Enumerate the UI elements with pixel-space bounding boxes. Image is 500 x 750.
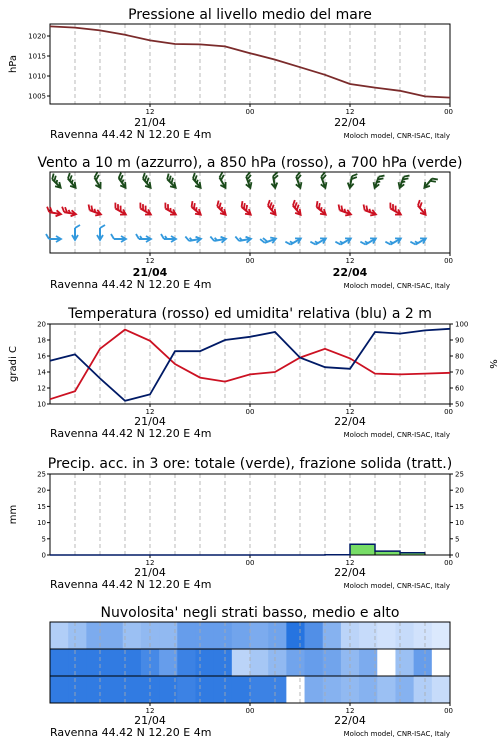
- temp-date-2: 22/04: [334, 415, 366, 428]
- cloud-cell: [377, 649, 396, 677]
- temp-ytick-label: 10: [37, 400, 46, 409]
- cloud-cell: [232, 676, 251, 704]
- precip-xtick-label: 00: [444, 559, 453, 567]
- clouds-date-1: 21/04: [134, 714, 166, 727]
- wind-barb: [139, 173, 155, 190]
- rh-y2tick-label: 100: [455, 320, 469, 329]
- wind-barb: [64, 173, 80, 190]
- cloud-cell: [323, 622, 342, 650]
- precip-credit: Moloch model, CNR-ISAC, Italy: [343, 582, 450, 590]
- clouds-xtick-label: 12: [145, 707, 155, 715]
- wind-barb-feather: [285, 240, 290, 246]
- wind-barb: [260, 234, 277, 247]
- cloud-cell: [68, 622, 87, 650]
- cloud-cell: [105, 676, 124, 704]
- wind-barb: [289, 200, 305, 217]
- wind-barb: [242, 172, 255, 189]
- temp-ytick-label: 16: [37, 352, 46, 361]
- cloud-cell: [414, 676, 433, 704]
- wind-barb: [111, 203, 128, 217]
- wind-barb-feather: [100, 225, 105, 228]
- cloud-cell: [214, 676, 233, 704]
- pressure-xtick-label: 12: [345, 108, 355, 116]
- wind-barb: [422, 174, 438, 191]
- precip-ytick-label: 20: [37, 486, 46, 495]
- wind-location: Ravenna 44.42 N 12.20 E 4m: [50, 278, 212, 291]
- cloud-cell: [305, 676, 324, 704]
- wind-xtick-label: 12: [345, 257, 355, 265]
- cloud-cell: [195, 622, 214, 650]
- wind-date-2: 22/04: [332, 266, 368, 279]
- precip-date-1: 21/04: [134, 566, 166, 579]
- wind-credit: Moloch model, CNR-ISAC, Italy: [343, 282, 450, 290]
- wind-barb-feather: [111, 234, 114, 239]
- rh-y2tick-label: 90: [455, 336, 464, 345]
- cloud-cell: [414, 622, 433, 650]
- temp-ytick-label: 18: [37, 336, 46, 345]
- wind-barb: [185, 234, 201, 244]
- pressure-frame: [50, 24, 450, 104]
- wind-barb: [136, 203, 153, 217]
- precip-location: Ravenna 44.42 N 12.20 E 4m: [50, 578, 212, 591]
- temp-date-1: 21/04: [134, 415, 166, 428]
- wind-barb: [97, 225, 105, 240]
- wind-barb: [312, 201, 329, 217]
- cloud-cell: [177, 676, 196, 704]
- wind-date-1: 21/04: [132, 266, 168, 279]
- wind-barb: [237, 201, 254, 217]
- precip-ytick-label: 0: [41, 551, 46, 560]
- wind-barb-feather: [362, 205, 367, 211]
- clouds-title: Nuvolosita' negli strati basso, medio e alto: [100, 605, 400, 621]
- wind-barb: [372, 173, 385, 190]
- cloud-cell: [50, 649, 69, 677]
- pressure-ytick-label: 1015: [28, 52, 46, 61]
- temp-xtick-label: 00: [444, 408, 453, 416]
- wind-barb-feather: [235, 236, 239, 241]
- wind-barb: [111, 234, 126, 242]
- cloud-cell: [195, 649, 214, 677]
- wind-barb-feather: [310, 240, 315, 246]
- cloud-cell: [123, 649, 142, 677]
- cloud-cell: [268, 676, 287, 704]
- pressure-location: Ravenna 44.42 N 12.20 E 4m: [50, 128, 212, 141]
- wind-barb-feather: [161, 234, 164, 239]
- clouds-location: Ravenna 44.42 N 12.20 E 4m: [50, 726, 212, 739]
- precip-r-y2tick-label: 15: [455, 502, 464, 511]
- temp-ytick-label: 14: [37, 368, 46, 377]
- precip-r-y2tick-label: 10: [455, 519, 464, 528]
- cloud-cell: [68, 649, 87, 677]
- precip-r-y2tick-label: 25: [455, 470, 464, 479]
- cloud-cell: [50, 622, 69, 650]
- clouds-date-2: 22/04: [334, 714, 366, 727]
- precip-r-y2tick-label: 20: [455, 486, 464, 495]
- cloud-cell: [177, 622, 196, 650]
- wind-barb-feather: [75, 225, 80, 228]
- cloud-cell: [123, 676, 142, 704]
- cloud-cell: [286, 676, 305, 704]
- temp-title: Temperatura (rosso) ed umidita' relativa (blu) a 2 m: [68, 306, 432, 322]
- wind-barb-feather: [136, 234, 139, 239]
- cloud-cell: [305, 622, 324, 650]
- clouds-credit: Moloch model, CNR-ISAC, Italy: [343, 730, 450, 738]
- precip-frame: [50, 474, 450, 555]
- wind-barb-feather: [337, 205, 342, 211]
- temp-xtick-label: 12: [145, 408, 155, 416]
- cloud-cell: [177, 649, 196, 677]
- pressure-ytick-label: 1010: [28, 72, 46, 81]
- cloud-cell: [214, 622, 233, 650]
- cloud-cell: [432, 622, 451, 650]
- wind-barb: [187, 201, 204, 217]
- cloud-cell: [105, 622, 124, 650]
- temp-ylabel: gradi C: [8, 346, 19, 382]
- cloud-cell: [250, 649, 269, 677]
- wind-barb: [397, 173, 410, 190]
- wind-barb-feather: [410, 240, 415, 246]
- precip-title: Precip. acc. in 3 ore: totale (verde), frazione solida (tratt.): [47, 456, 453, 472]
- pressure-xtick-label: 12: [145, 108, 155, 116]
- cloud-cell: [286, 622, 305, 650]
- wind-barb-feather: [335, 240, 340, 246]
- clouds-xtick-label: 00: [245, 707, 255, 715]
- cloud-cell: [395, 676, 414, 704]
- precip-ytick-label: 5: [41, 535, 46, 544]
- clouds-xtick-label: 12: [345, 707, 355, 715]
- cloud-cell: [123, 622, 142, 650]
- pressure-title: Pressione al livello medio del mare: [128, 7, 372, 23]
- precip-ylabel: mm: [8, 504, 19, 525]
- cloud-cell: [86, 649, 105, 677]
- wind-barb-feather: [360, 240, 365, 246]
- cloud-cell: [395, 622, 414, 650]
- wind-barb: [414, 200, 430, 217]
- cloud-cell: [250, 622, 269, 650]
- cloud-cell: [286, 649, 305, 677]
- cloud-cell: [323, 649, 342, 677]
- wind-barb: [292, 172, 305, 189]
- wind-xtick-label: 00: [245, 257, 255, 265]
- rh-y2tick-label: 50: [455, 400, 464, 409]
- cloud-cell: [268, 649, 287, 677]
- wind-barb: [161, 234, 176, 242]
- precip-r-y2tick-label: 0: [455, 551, 460, 560]
- cloud-cell: [86, 622, 105, 650]
- temp-credit: Moloch model, CNR-ISAC, Italy: [343, 431, 450, 439]
- wind-barb: [61, 207, 77, 217]
- wind-barb: [270, 172, 280, 188]
- wind-barb: [215, 172, 229, 189]
- precip-ytick-label: 15: [37, 502, 46, 511]
- rh-y2tick-label: 70: [455, 368, 464, 377]
- wind-barb: [115, 173, 130, 190]
- cloud-cell: [50, 676, 69, 704]
- pressure-ylabel: hPa: [8, 54, 19, 74]
- precip-xtick-label: 12: [345, 559, 355, 567]
- wind-barb: [46, 234, 61, 242]
- wind-xtick-label: 12: [145, 257, 155, 265]
- wind-barb: [90, 172, 104, 189]
- wind-barb: [213, 201, 229, 217]
- cloud-cell: [305, 649, 324, 677]
- temp-xtick-label: 00: [245, 408, 255, 416]
- wind-barb: [189, 173, 205, 190]
- cloud-cell: [68, 676, 87, 704]
- wind-barb: [46, 207, 62, 217]
- wind-barb-feather: [87, 205, 92, 211]
- clouds-xtick-label: 00: [444, 707, 453, 715]
- wind-barb: [161, 203, 178, 217]
- wind-xtick-label: 00: [444, 257, 453, 265]
- wind-title: Vento a 10 m (azzurro), a 850 hPa (rosso), a 700 hPa (verde): [37, 155, 463, 171]
- pressure-credit: Moloch model, CNR-ISAC, Italy: [343, 132, 450, 140]
- precip-ytick-label: 25: [37, 470, 46, 479]
- temp-xtick-label: 12: [345, 408, 355, 416]
- precip-r-y2tick-label: 5: [455, 535, 460, 544]
- cloud-cell: [432, 649, 451, 677]
- rh-y2tick-label: 60: [455, 384, 464, 393]
- precip-ytick-label: 10: [37, 519, 46, 528]
- cloud-cell: [250, 676, 269, 704]
- wind-barb: [317, 172, 330, 189]
- temp-ytick-label: 12: [37, 384, 46, 393]
- wind-barb-feather: [46, 234, 49, 239]
- wind-barb: [264, 200, 280, 217]
- pressure-ytick-label: 1020: [28, 32, 46, 41]
- temp-location: Ravenna 44.42 N 12.20 E 4m: [50, 427, 212, 440]
- cloud-cell: [232, 649, 251, 677]
- wind-barb: [72, 225, 80, 240]
- cloud-cell: [214, 649, 233, 677]
- wind-barb: [386, 203, 403, 217]
- wind-barb: [210, 234, 226, 244]
- cloud-cell: [268, 622, 287, 650]
- wind-barb-feather: [385, 240, 390, 246]
- cloud-cell: [323, 676, 342, 704]
- cloud-cell: [432, 676, 451, 704]
- cloud-cell: [395, 649, 414, 677]
- wind-barb: [136, 234, 151, 242]
- cloud-cell: [232, 622, 251, 650]
- wind-barb-feather: [210, 236, 214, 241]
- pressure-xtick-label: 00: [245, 108, 255, 116]
- precip-xtick-label: 12: [145, 559, 155, 567]
- cloud-cell: [414, 649, 433, 677]
- cloud-cell: [105, 649, 124, 677]
- pressure-xtick-label: 00: [444, 108, 453, 116]
- wind-barb-feather: [379, 174, 385, 179]
- pressure-date-1: 21/04: [134, 116, 166, 129]
- cloud-cell: [377, 676, 396, 704]
- cloud-cell: [377, 622, 396, 650]
- rh-y2tick-label: 80: [455, 352, 464, 361]
- temp-ytick-label: 20: [37, 320, 46, 329]
- wind-barb: [347, 173, 357, 189]
- wind-barb: [163, 174, 179, 190]
- pressure-date-2: 22/04: [334, 116, 366, 129]
- rh-ylabel: %: [487, 359, 498, 369]
- wind-barb-feather: [404, 174, 410, 179]
- wind-barb-feather: [185, 236, 189, 241]
- cloud-cell: [86, 676, 105, 704]
- precip-bar: [350, 544, 375, 555]
- precip-date-2: 22/04: [334, 566, 366, 579]
- wind-barb: [235, 234, 251, 244]
- pressure-ytick-label: 1005: [28, 92, 46, 101]
- cloud-cell: [195, 676, 214, 704]
- precip-xtick-label: 00: [245, 559, 255, 567]
